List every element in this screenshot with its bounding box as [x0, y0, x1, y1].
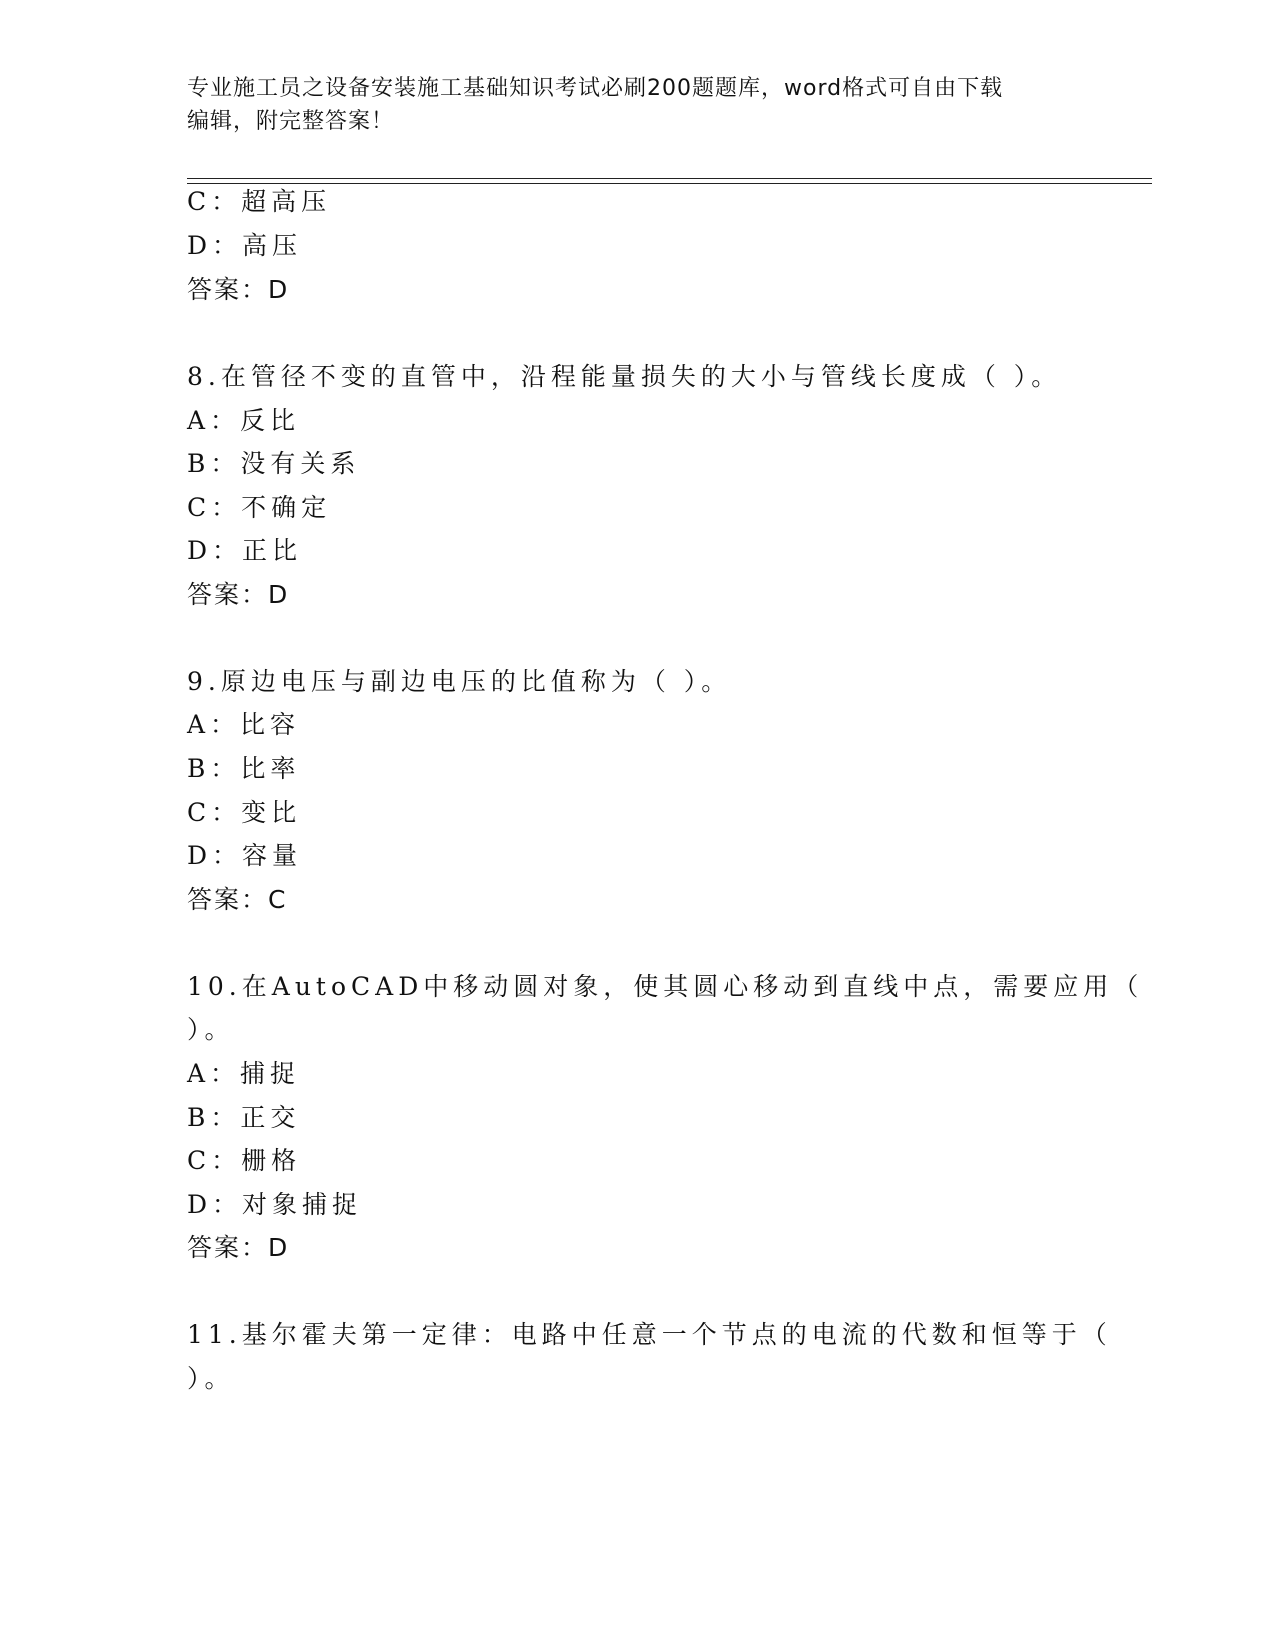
q9-option-d: D：容量 — [187, 841, 303, 870]
q8-option-a: A：反比 — [187, 406, 301, 435]
q10-question-line-2: ）。 — [187, 1015, 235, 1044]
q10-option-a: A：捕捉 — [187, 1059, 301, 1088]
q11-question-line-2: ）。 — [187, 1364, 235, 1393]
q10-option-c: C：栅格 — [187, 1146, 302, 1175]
q9-question: 9.原边电压与副边电压的比值称为（ ）。 — [187, 667, 732, 696]
header-title-line-2: 编辑，附完整答案！ — [187, 109, 395, 134]
q10-option-b: B：正交 — [187, 1103, 301, 1132]
q7-option-d: D：高压 — [187, 231, 303, 260]
header-title-line-1: 专业施工员之设备安装施工基础知识考试必刷200题题库，word格式可自由下载 — [187, 76, 1004, 101]
q8-answer: 答案：D — [187, 580, 290, 609]
q8-question: 8.在管径不变的直管中，沿程能量损失的大小与管线长度成（ ）。 — [187, 362, 1062, 391]
q9-option-b: B：比率 — [187, 754, 301, 783]
q9-option-a: A：比容 — [187, 710, 301, 739]
q10-option-d: D：对象捕捉 — [187, 1190, 363, 1219]
q10-answer: 答案：D — [187, 1233, 290, 1262]
q8-option-b: B：没有关系 — [187, 449, 361, 478]
q9-option-c: C：变比 — [187, 798, 302, 827]
q7-answer: 答案：D — [187, 275, 290, 304]
header-divider-top — [187, 178, 1152, 179]
q11-question-line-1: 11.基尔霍夫第一定律：电路中任意一个节点的电流的代数和恒等于（ — [187, 1320, 1112, 1349]
q9-answer: 答案：C — [187, 885, 288, 914]
q8-option-d: D：正比 — [187, 536, 303, 565]
header-divider-bottom — [187, 183, 1152, 184]
q7-option-c: C：超高压 — [187, 187, 332, 216]
q10-question-line-1: 10.在AutoCAD中移动圆对象，使其圆心移动到直线中点，需要应用（ — [187, 972, 1144, 1001]
q8-option-c: C：不确定 — [187, 493, 332, 522]
document-header — [187, 72, 1087, 138]
